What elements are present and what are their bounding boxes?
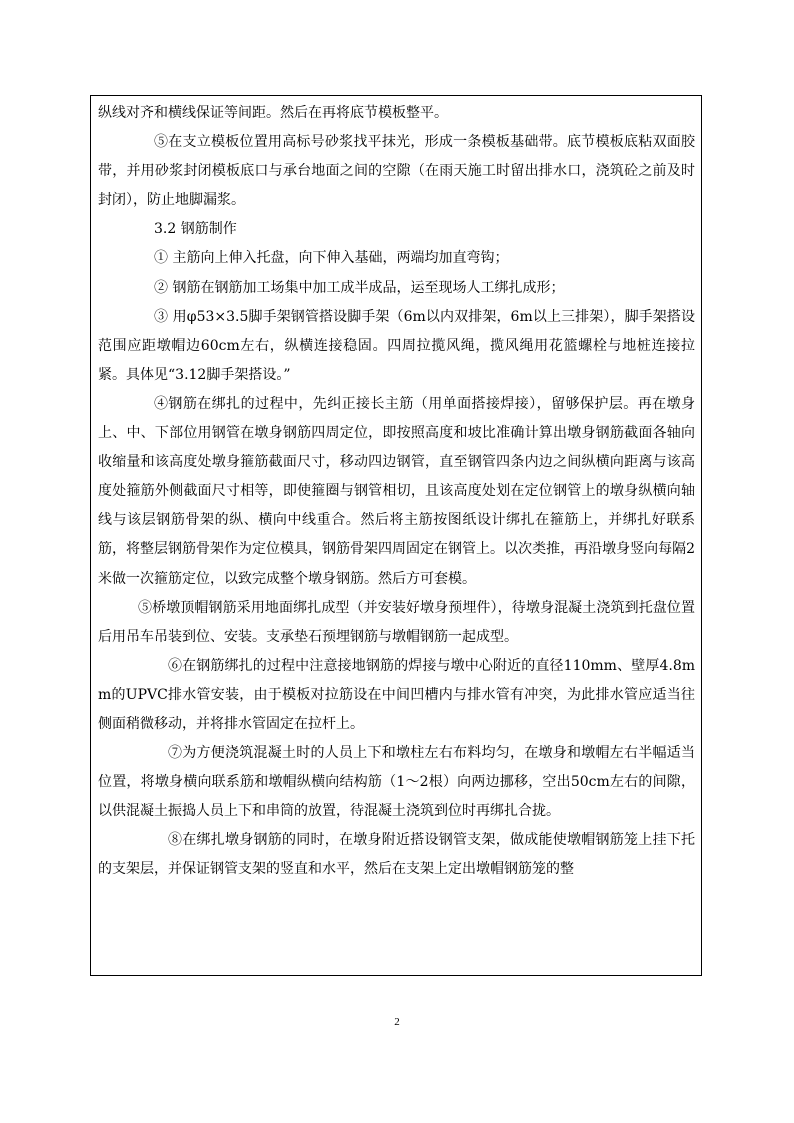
body-text bbox=[98, 99, 695, 885]
page-number: 2 bbox=[394, 1016, 400, 1028]
paragraph-8: ⑥在钢筋绑扎的过程中注意接地钢筋的焊接与墩中心附近的直径110mm、壁厚4.8mm的UPVC排水管安装，由于模板对拉筋设在中间凹槽内与排水管有冲突，为此排水管应适当往侧面稍微移动，并将排水管固定在拉杆上。 bbox=[98, 657, 695, 732]
paragraph-1: ⑤在支立模板位置用高标号砂浆找平抹光，形成一条模板基础带。底节模板底粘双面胶带，并用砂浆封闭模板底口与承台地面之间的空隙（在雨天施工时留出排水口，浇筑砼之前及时封闭），防止地脚漏浆。 bbox=[98, 134, 695, 209]
content-frame bbox=[90, 95, 702, 976]
paragraph-10: ⑧在绑扎墩身钢筋的同时，在墩身附近搭设钢管支架，做成能使墩帽钢筋笼上挂下托的支架层，并保证钢管支架的竖直和水平，然后在支架上定出墩帽钢筋笼的整 bbox=[98, 832, 695, 878]
section-heading: 3.2 钢筋制作 bbox=[154, 221, 237, 238]
paragraph-4: ② 钢筋在钢筋加工场集中加工成半成品，运至现场人工绑扎成形； bbox=[154, 279, 565, 296]
paragraph-6: ④钢筋在绑扎的过程中，先纠正接长主筋（用单面搭接焊接），留够保护层。再在墩身上、中、下部位用钢管在墩身钢筋四周定位，即按照高度和坡比准确计算出墩身钢筋截面各轴向收缩量和该高度处墩身箍筋截面尺寸，移动四边钢管，直至钢管四条内边之间纵横向距离与该高度处箍筋外侧截面尺寸相等，即使箍圈与钢管相切，且该高度处划在定位钢管上的墩身纵横向轴线与该层钢筋骨架的纵、横向中线重合。然后将主筋按图纸设计绑扎在箍筋上，并绑扎好联系筋，将整层钢筋骨架作为定位模具，钢筋骨架四周固定在钢管上。以次类推，再沿墩身竖向每隔2米做一次箍筋定位，以致完成整个墩身钢筋。然后方可套模。 bbox=[98, 395, 695, 587]
paragraph-0: 纵线对齐和横线保证等间距。然后在再将底节模板整平。 bbox=[98, 105, 448, 121]
paragraph-9: ⑦为方便浇筑混凝土时的人员上下和墩柱左右布料均匀，在墩身和墩帽左右半幅适当位置，将墩身横向联系筋和墩帽纵横向结构筋（1～2根）向两边挪移，空出50cm左右的间隙，以供混凝土振捣人员上下和串筒的放置，待混凝土浇筑到位时再绑扎合拢。 bbox=[98, 745, 695, 820]
paragraph-5: ③ 用φ53×3.5脚手架钢管搭设脚手架（6m以内双排架，6m以上三排架），脚手架搭设范围应距墩帽边60cm左右，纵横连接稳固。四周拉揽风绳，揽风绳用花篮螺栓与地桩连接拉紧。具体见“3.12脚手架搭设。” bbox=[98, 308, 695, 383]
paragraph-3: ① 主筋向上伸入托盘，向下伸入基础，两端均加直弯钩； bbox=[154, 250, 509, 267]
paragraph-7: ⑤桥墩顶帽钢筋采用地面绑扎成型（并安装好墩身预埋件），待墩身混凝土浇筑到托盘位置后用吊车吊装到位、安装。支承垫石预埋钢筋与墩帽钢筋一起成型。 bbox=[98, 599, 695, 645]
